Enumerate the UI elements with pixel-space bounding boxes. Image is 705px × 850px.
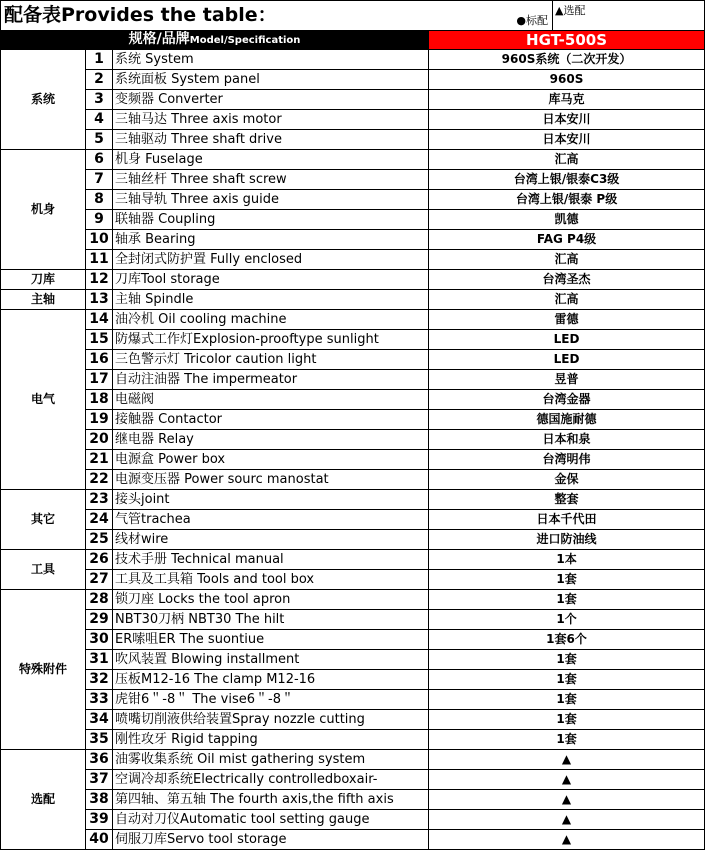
page-title: 配备表Provides the table： bbox=[1, 1, 429, 31]
item-brand: ▲ bbox=[429, 770, 705, 790]
item-name: 接触器 Contactor bbox=[113, 410, 429, 430]
item-number: 12 bbox=[86, 270, 113, 290]
table-row bbox=[1, 710, 705, 730]
table-row bbox=[1, 490, 705, 510]
table-row bbox=[1, 130, 705, 150]
item-brand: 金保 bbox=[429, 470, 705, 490]
table-row bbox=[1, 390, 705, 410]
item-number: 26 bbox=[86, 550, 113, 570]
item-brand: 日本安川 bbox=[429, 110, 705, 130]
item-brand: ▲ bbox=[429, 750, 705, 770]
item-brand: 进口防油线 bbox=[429, 530, 705, 550]
item-name: 防爆式工作灯Explosion-prooftype sunlight bbox=[113, 330, 429, 350]
table-row bbox=[1, 550, 705, 570]
item-name: 工具及工具箱 Tools and tool box bbox=[113, 570, 429, 590]
item-number: 13 bbox=[86, 290, 113, 310]
item-name: 系统面板 System panel bbox=[113, 70, 429, 90]
item-brand: 台湾金器 bbox=[429, 390, 705, 410]
item-number: 20 bbox=[86, 430, 113, 450]
table-row bbox=[1, 370, 705, 390]
item-number: 34 bbox=[86, 710, 113, 730]
table-row bbox=[1, 750, 705, 770]
model-header: HGT-500S bbox=[429, 31, 705, 50]
item-brand: 昱普 bbox=[429, 370, 705, 390]
item-number: 3 bbox=[86, 90, 113, 110]
legend-optional: ▲选配 bbox=[553, 1, 705, 31]
item-brand: 960S系统（二次开发） bbox=[429, 50, 705, 70]
group-label: 刀库 bbox=[1, 270, 86, 290]
item-number: 17 bbox=[86, 370, 113, 390]
item-name: 技术手册 Technical manual bbox=[113, 550, 429, 570]
item-number: 5 bbox=[86, 130, 113, 150]
item-number: 4 bbox=[86, 110, 113, 130]
item-number: 25 bbox=[86, 530, 113, 550]
item-number: 36 bbox=[86, 750, 113, 770]
item-name: 自动对刀仪Automatic tool setting gauge bbox=[113, 810, 429, 830]
group-label: 系统 bbox=[1, 50, 86, 150]
item-brand: 日本和泉 bbox=[429, 430, 705, 450]
item-name: 气管trachea bbox=[113, 510, 429, 530]
item-name: 油雾收集系统 Oil mist gathering system bbox=[113, 750, 429, 770]
table-row bbox=[1, 70, 705, 90]
item-name: 变频器 Converter bbox=[113, 90, 429, 110]
table-row bbox=[1, 230, 705, 250]
table-row bbox=[1, 690, 705, 710]
item-number: 33 bbox=[86, 690, 113, 710]
item-name: 系统 System bbox=[113, 50, 429, 70]
table-row bbox=[1, 190, 705, 210]
item-brand: 台湾明伟 bbox=[429, 450, 705, 470]
item-number: 37 bbox=[86, 770, 113, 790]
item-brand: 日本千代田 bbox=[429, 510, 705, 530]
item-name: 联轴器 Coupling bbox=[113, 210, 429, 230]
item-number: 15 bbox=[86, 330, 113, 350]
item-name: 三轴丝杆 Three shaft screw bbox=[113, 170, 429, 190]
item-name: 线材wire bbox=[113, 530, 429, 550]
item-brand: 1套 bbox=[429, 670, 705, 690]
item-brand: FAG P4级 bbox=[429, 230, 705, 250]
item-name: 三轴驱动 Three shaft drive bbox=[113, 130, 429, 150]
item-name: 轴承 Bearing bbox=[113, 230, 429, 250]
item-number: 22 bbox=[86, 470, 113, 490]
item-name: 第四轴、第五轴 The fourth axis,the fifth axis bbox=[113, 790, 429, 810]
item-number: 24 bbox=[86, 510, 113, 530]
item-name: ER嗦咀ER The suontiue bbox=[113, 630, 429, 650]
table-row bbox=[1, 470, 705, 490]
table-row bbox=[1, 430, 705, 450]
item-name: 接头joint bbox=[113, 490, 429, 510]
item-name: 电源变压器 Power sourc manostat bbox=[113, 470, 429, 490]
item-number: 2 bbox=[86, 70, 113, 90]
table-row bbox=[1, 90, 705, 110]
item-number: 30 bbox=[86, 630, 113, 650]
item-number: 40 bbox=[86, 830, 113, 850]
table-row bbox=[1, 810, 705, 830]
group-label: 选配 bbox=[1, 750, 86, 850]
item-name: NBT30刀柄 NBT30 The hilt bbox=[113, 610, 429, 630]
item-number: 29 bbox=[86, 610, 113, 630]
item-brand: 汇高 bbox=[429, 290, 705, 310]
table-row bbox=[1, 630, 705, 650]
item-number: 16 bbox=[86, 350, 113, 370]
table-row bbox=[1, 350, 705, 370]
table-row bbox=[1, 770, 705, 790]
table-row bbox=[1, 330, 705, 350]
item-brand: 汇高 bbox=[429, 250, 705, 270]
item-number: 31 bbox=[86, 650, 113, 670]
item-name: 压板M12-16 The clamp M12-16 bbox=[113, 670, 429, 690]
item-number: 18 bbox=[86, 390, 113, 410]
item-brand: 960S bbox=[429, 70, 705, 90]
item-brand: ▲ bbox=[429, 830, 705, 850]
item-name: 吹风装置 Blowing installment bbox=[113, 650, 429, 670]
table-row bbox=[1, 510, 705, 530]
item-number: 10 bbox=[86, 230, 113, 250]
item-number: 23 bbox=[86, 490, 113, 510]
group-label: 其它 bbox=[1, 490, 86, 550]
table-row bbox=[1, 570, 705, 590]
table-row bbox=[1, 250, 705, 270]
item-brand: 1本 bbox=[429, 550, 705, 570]
table-row bbox=[1, 610, 705, 630]
item-name: 虎钳6＂-8＂ The vise6＂-8＂ bbox=[113, 690, 429, 710]
item-number: 1 bbox=[86, 50, 113, 70]
item-name: 机身 Fuselage bbox=[113, 150, 429, 170]
item-number: 39 bbox=[86, 810, 113, 830]
item-number: 32 bbox=[86, 670, 113, 690]
table-row bbox=[1, 650, 705, 670]
item-name: 空调冷却系统Electrically controlledboxair- bbox=[113, 770, 429, 790]
table-row bbox=[1, 450, 705, 470]
item-brand: 德国施耐德 bbox=[429, 410, 705, 430]
item-number: 21 bbox=[86, 450, 113, 470]
table-row bbox=[1, 670, 705, 690]
table-row bbox=[1, 590, 705, 610]
item-number: 7 bbox=[86, 170, 113, 190]
item-number: 35 bbox=[86, 730, 113, 750]
table-row bbox=[1, 310, 705, 330]
item-brand: 1个 bbox=[429, 610, 705, 630]
item-number: 11 bbox=[86, 250, 113, 270]
item-brand: 库马克 bbox=[429, 90, 705, 110]
item-brand: ▲ bbox=[429, 810, 705, 830]
table-row bbox=[1, 830, 705, 850]
spec-header-en: Model/Specification bbox=[189, 35, 301, 46]
spec-header-cn: 规格/品牌 bbox=[128, 31, 190, 47]
table-row bbox=[1, 110, 705, 130]
group-label: 电气 bbox=[1, 310, 86, 490]
table-row bbox=[1, 50, 705, 70]
group-label: 工具 bbox=[1, 550, 86, 590]
item-name: 自动注油器 The impermeator bbox=[113, 370, 429, 390]
table-row bbox=[1, 210, 705, 230]
item-name: 继电器 Relay bbox=[113, 430, 429, 450]
item-brand: 凯德 bbox=[429, 210, 705, 230]
table-row bbox=[1, 270, 705, 290]
table-row bbox=[1, 170, 705, 190]
item-brand: 台湾上银/银泰C3级 bbox=[429, 170, 705, 190]
group-label: 机身 bbox=[1, 150, 86, 270]
spec-header bbox=[1, 31, 429, 50]
item-brand: 1套 bbox=[429, 710, 705, 730]
item-name: 刀库Tool storage bbox=[113, 270, 429, 290]
item-number: 9 bbox=[86, 210, 113, 230]
item-name: 三色警示灯 Tricolor caution light bbox=[113, 350, 429, 370]
item-name: 喷嘴切削液供给装置Spray nozzle cutting bbox=[113, 710, 429, 730]
item-name: 电源盒 Power box bbox=[113, 450, 429, 470]
item-name: 刚性攻牙 Rigid tapping bbox=[113, 730, 429, 750]
item-brand: 台湾圣杰 bbox=[429, 270, 705, 290]
item-number: 27 bbox=[86, 570, 113, 590]
item-brand: 1套 bbox=[429, 650, 705, 670]
item-number: 28 bbox=[86, 590, 113, 610]
group-label: 特殊附件 bbox=[1, 590, 86, 750]
item-brand: 1套6个 bbox=[429, 630, 705, 650]
legend-standard: ●标配 bbox=[429, 1, 553, 31]
item-name: 电磁阀 bbox=[113, 390, 429, 410]
item-name: 三轴导轨 Three axis guide bbox=[113, 190, 429, 210]
item-name: 主轴 Spindle bbox=[113, 290, 429, 310]
item-name: 锁刀座 Locks the tool apron bbox=[113, 590, 429, 610]
item-name: 油冷机 Oil cooling machine bbox=[113, 310, 429, 330]
item-brand: 1套 bbox=[429, 730, 705, 750]
item-brand: 汇高 bbox=[429, 150, 705, 170]
item-name: 全封闭式防护置 Fully enclosed bbox=[113, 250, 429, 270]
table-row bbox=[1, 290, 705, 310]
table-row bbox=[1, 790, 705, 810]
item-name: 三轴马达 Three axis motor bbox=[113, 110, 429, 130]
item-brand: 整套 bbox=[429, 490, 705, 510]
item-number: 14 bbox=[86, 310, 113, 330]
item-number: 8 bbox=[86, 190, 113, 210]
table-row bbox=[1, 730, 705, 750]
table-row bbox=[1, 150, 705, 170]
item-number: 19 bbox=[86, 410, 113, 430]
item-number: 38 bbox=[86, 790, 113, 810]
item-brand: 雷德 bbox=[429, 310, 705, 330]
group-label: 主轴 bbox=[1, 290, 86, 310]
item-brand: ▲ bbox=[429, 790, 705, 810]
item-brand: 1套 bbox=[429, 590, 705, 610]
table-row bbox=[1, 530, 705, 550]
item-brand: 1套 bbox=[429, 570, 705, 590]
item-brand: LED bbox=[429, 350, 705, 370]
item-name: 伺服刀库Servo tool storage bbox=[113, 830, 429, 850]
item-brand: 日本安川 bbox=[429, 130, 705, 150]
item-brand: LED bbox=[429, 330, 705, 350]
item-brand: 台湾上银/银泰 P级 bbox=[429, 190, 705, 210]
item-number: 6 bbox=[86, 150, 113, 170]
item-brand: 1套 bbox=[429, 690, 705, 710]
table-row bbox=[1, 410, 705, 430]
